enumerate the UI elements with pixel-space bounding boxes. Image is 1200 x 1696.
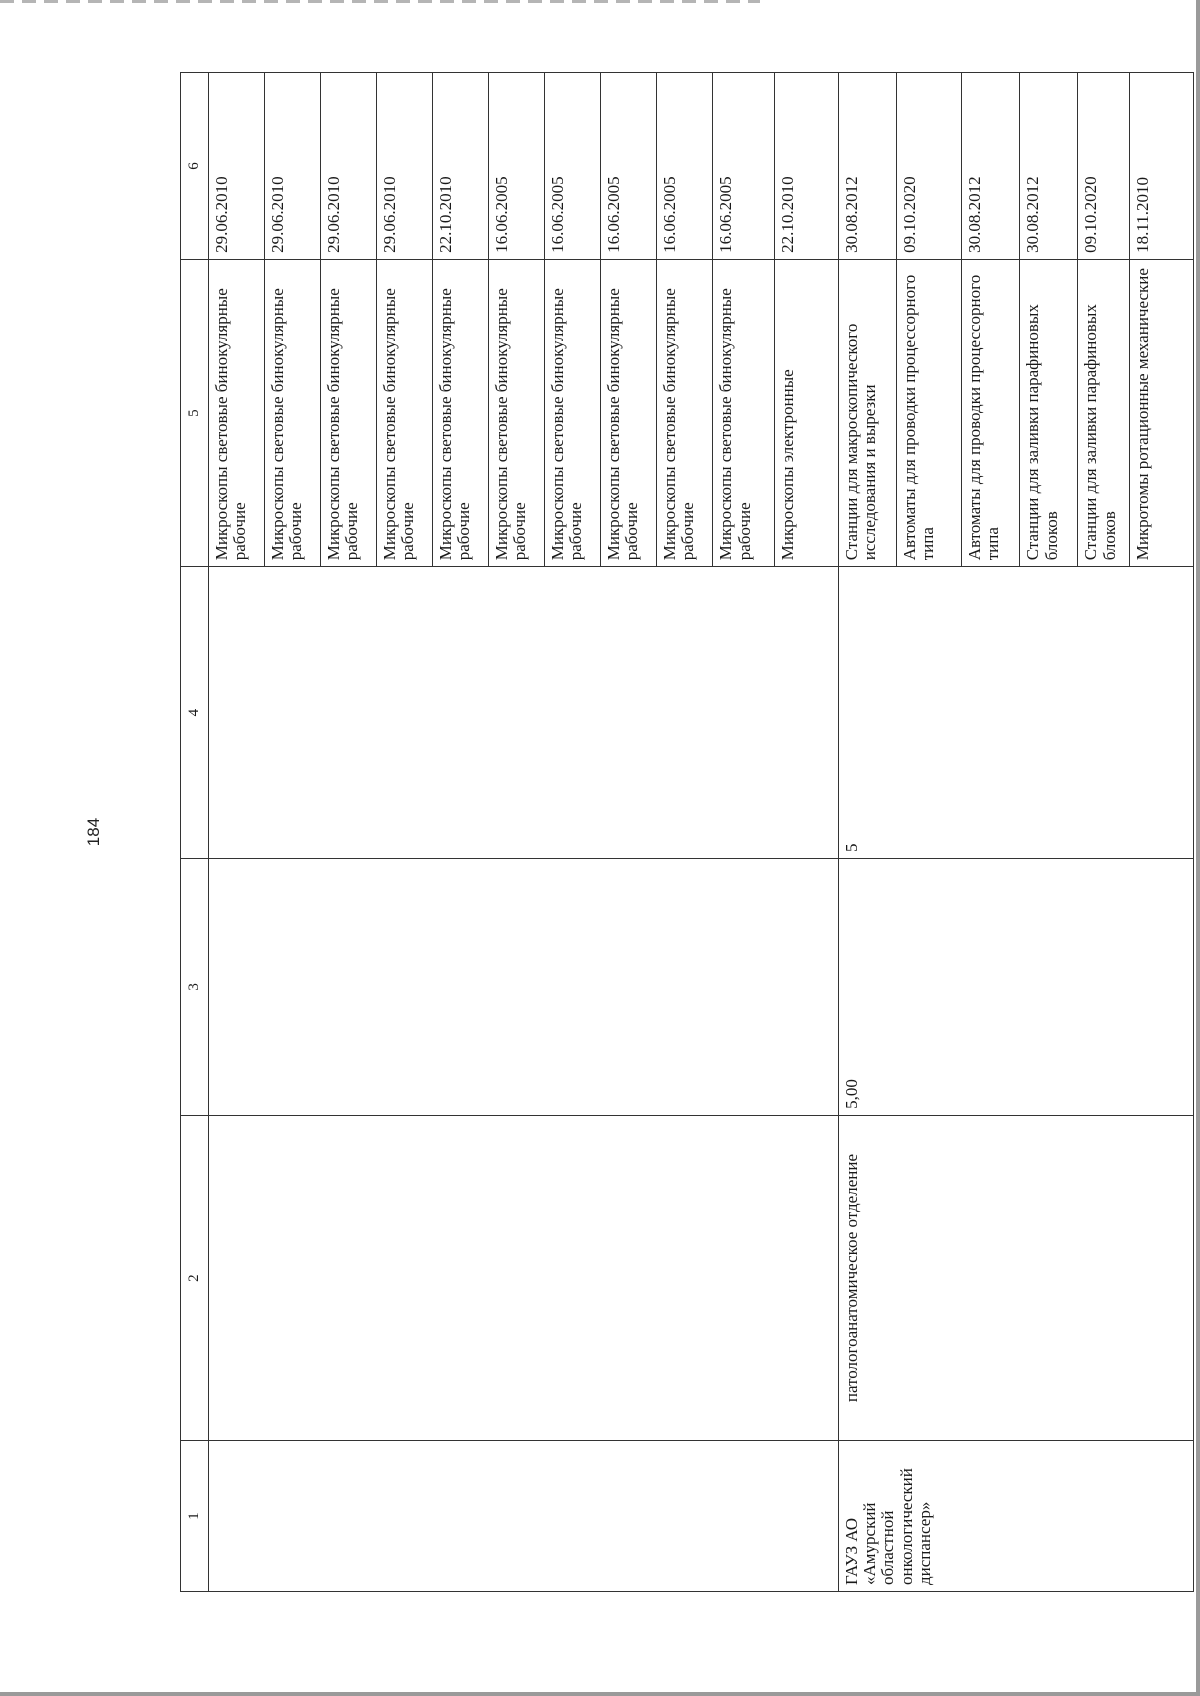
rate-cell: 5,00 (838, 859, 1193, 1116)
date-cell: 16.06.2005 (601, 73, 657, 260)
equipment-cell: Станции для заливки парафиновых блоков (1078, 259, 1130, 566)
column-number-row (181, 73, 209, 1592)
equipment-cell: Микроскопы световые бинокулярные рабочие (265, 259, 321, 566)
equipment-cell: Микроскопы световые бинокулярные рабочие (377, 259, 433, 566)
institution-cell: ГАУЗ АО «Амурский областной онкологический диспансер» (838, 1441, 1193, 1592)
equipment-cell: Микроскопы световые бинокулярные рабочие (657, 259, 713, 566)
date-cell: 09.10.2020 (1078, 73, 1130, 260)
equipment-table (180, 72, 1194, 1592)
date-cell: 22.10.2010 (774, 73, 838, 260)
equipment-cell: Микротомы ротационные механические (1129, 259, 1193, 566)
count-cell: 5 (838, 567, 1193, 859)
equipment-cell: Микроскопы световые бинокулярные рабочие (545, 259, 601, 566)
equipment-cell: Станции для макроскопического исследования и вырезки (838, 259, 896, 566)
institution-cell-empty (209, 1441, 839, 1592)
equipment-cell: Автоматы для проводки процессорного типа (961, 259, 1019, 566)
table-row (838, 73, 896, 1592)
rate-cell-empty (209, 859, 839, 1116)
date-cell: 18.11.2010 (1129, 73, 1193, 260)
equipment-table-body (181, 73, 1194, 1592)
equipment-cell: Микроскопы электронные (774, 259, 838, 566)
column-number: 1 (181, 1441, 209, 1592)
date-cell: 30.08.2012 (1020, 73, 1078, 260)
date-cell: 16.06.2005 (713, 73, 775, 260)
table-row (209, 73, 265, 1592)
column-number: 4 (181, 567, 209, 859)
rotated-page (84, 72, 1200, 1592)
date-cell: 29.06.2010 (209, 73, 265, 260)
equipment-cell: Станции для заливки парафиновых блоков (1020, 259, 1078, 566)
equipment-cell: Микроскопы световые бинокулярные рабочие (713, 259, 775, 566)
date-cell: 16.06.2005 (545, 73, 601, 260)
date-cell: 16.06.2005 (657, 73, 713, 260)
date-cell: 29.06.2010 (321, 73, 377, 260)
equipment-cell: Микроскопы световые бинокулярные рабочие (433, 259, 489, 566)
equipment-cell: Микроскопы световые бинокулярные рабочие (601, 259, 657, 566)
date-cell: 30.08.2012 (961, 73, 1019, 260)
date-cell: 29.06.2010 (377, 73, 433, 260)
column-number: 6 (181, 73, 209, 260)
department-cell-empty (209, 1115, 839, 1441)
equipment-cell: Микроскопы световые бинокулярные рабочие (489, 259, 545, 566)
page-number: 184 (84, 817, 103, 847)
scan-edge-top (0, 0, 760, 3)
equipment-cell: Микроскопы световые бинокулярные рабочие (321, 259, 377, 566)
equipment-cell: Микроскопы световые бинокулярные рабочие (209, 259, 265, 566)
column-number: 2 (181, 1115, 209, 1441)
department-cell: патологоанатомическое отделение (838, 1115, 1193, 1441)
date-cell: 16.06.2005 (489, 73, 545, 260)
date-cell: 22.10.2010 (433, 73, 489, 260)
date-cell: 09.10.2020 (896, 73, 961, 260)
date-cell: 29.06.2010 (265, 73, 321, 260)
column-number: 3 (181, 859, 209, 1116)
scan-edge-bottom (0, 1692, 1200, 1696)
column-number: 5 (181, 259, 209, 566)
equipment-cell: Автоматы для проводки процессорного типа (896, 259, 961, 566)
count-cell-empty (209, 567, 839, 859)
date-cell: 30.08.2012 (838, 73, 896, 260)
